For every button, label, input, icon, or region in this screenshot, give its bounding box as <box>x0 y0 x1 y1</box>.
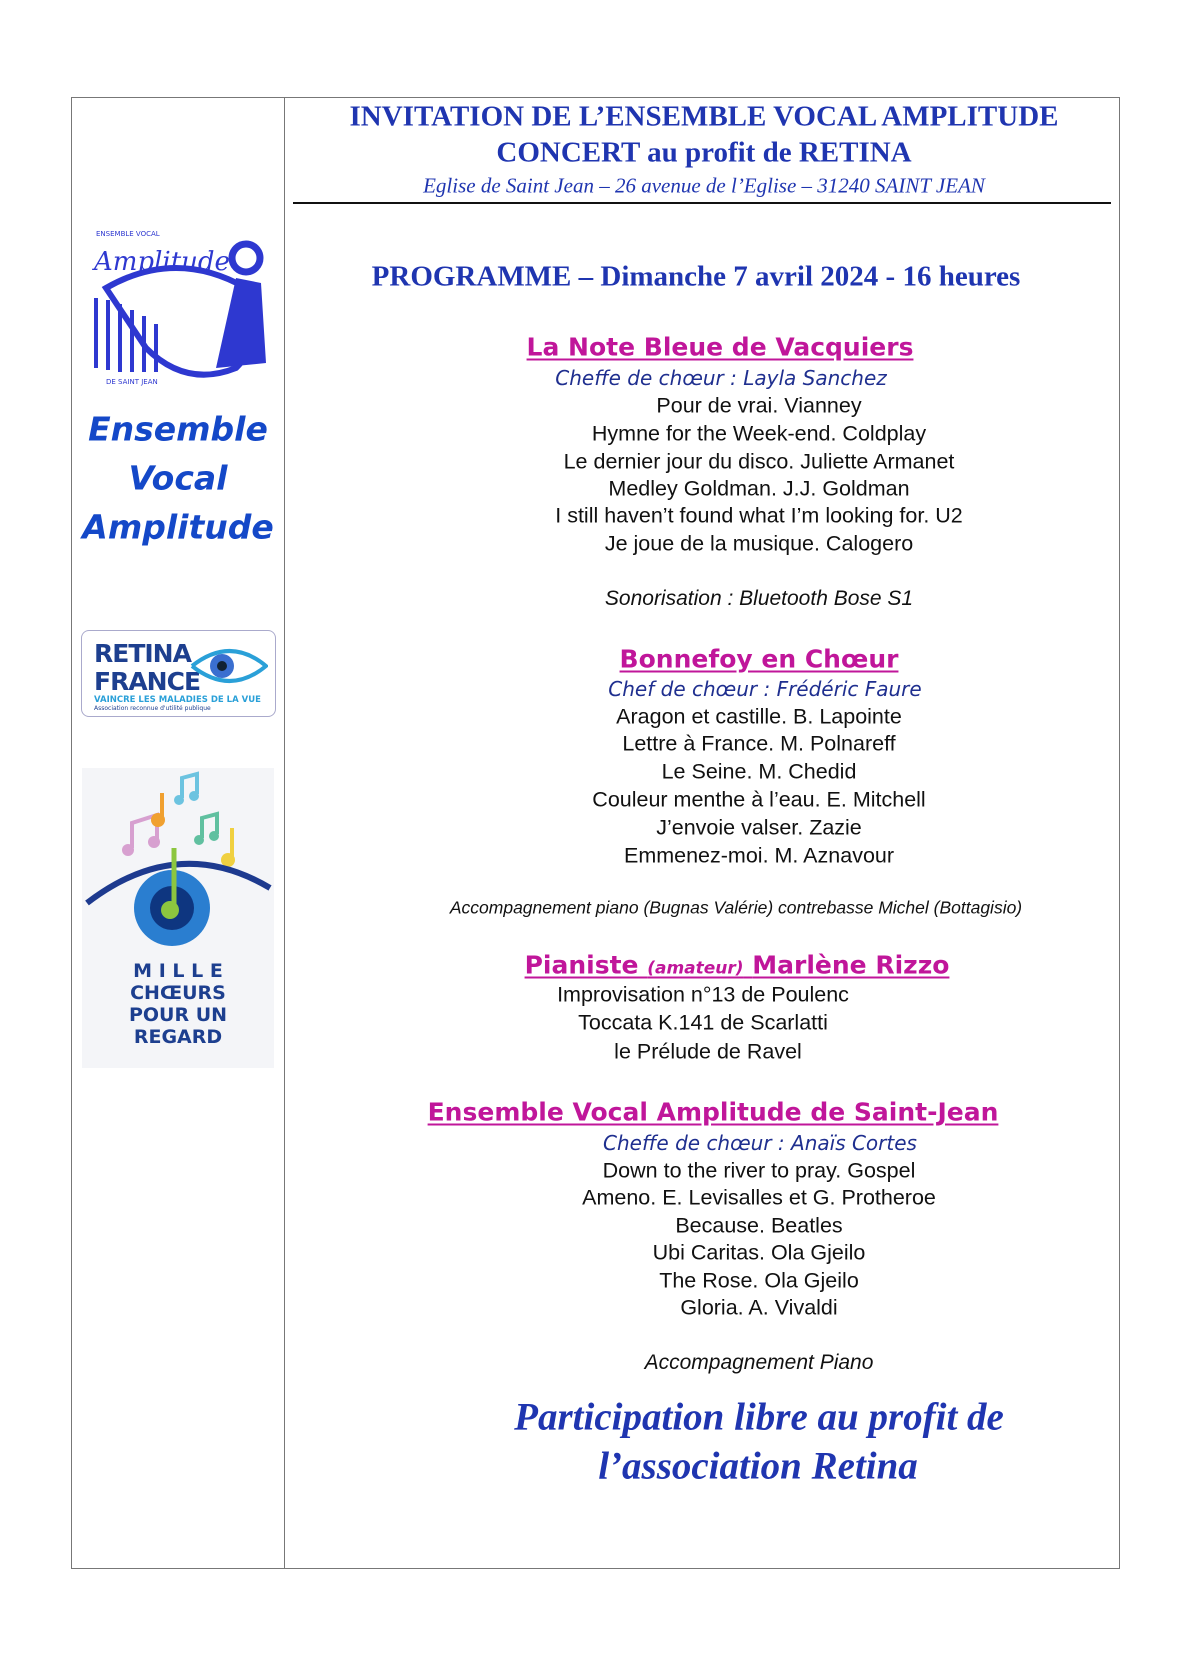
group-director: Cheffe de chœur : Anaïs Cortes <box>603 1131 917 1155</box>
group-heading-qualifier: (amateur) <box>647 958 744 979</box>
svg-text:Amplitude: Amplitude <box>94 247 230 277</box>
retina-logo-line1: RETINA <box>94 639 191 668</box>
song-item: Down to the river to pray. Gospel <box>602 1158 916 1183</box>
song-item: Lettre à France. M. Polnareff <box>622 731 896 756</box>
song-item: Medley Goldman. J.J. Goldman <box>608 476 910 501</box>
group-heading-name: Marlène Rizzo <box>752 950 950 980</box>
participation-line-1: Participation libre au profit de <box>514 1395 1004 1439</box>
song-item: Aragon et castille. B. Lapointe <box>616 704 902 729</box>
amplitude-logo <box>86 228 271 388</box>
song-item: Because. Beatles <box>675 1213 843 1238</box>
header-rule <box>293 202 1111 204</box>
svg-text:ENSEMBLE VOCAL: ENSEMBLE VOCAL <box>96 230 160 238</box>
retina-logo-sub: Association reconnue d'utilité publique <box>94 705 211 712</box>
retina-logo-line2: FRANCE <box>94 667 201 696</box>
sidebar-name-line: Ensemble <box>88 409 268 449</box>
song-item: Je joue de la musique. Calogero <box>604 531 914 556</box>
song-item: The Rose. Ola Gjeilo <box>659 1268 859 1293</box>
song-item: le Prélude de Ravel <box>614 1039 802 1064</box>
eye-icon <box>190 641 268 691</box>
title-line-2: CONCERT au profit de RETINA <box>496 136 912 169</box>
song-item: J’envoie valser. Zazie <box>656 815 862 840</box>
sidebar-name-line: Amplitude <box>82 507 274 547</box>
group-heading: Bonnefoy en Chœur <box>619 644 899 674</box>
song-item: Emmenez-moi. M. Aznavour <box>623 843 895 868</box>
song-item: Le dernier jour du disco. Juliette Armanet <box>563 449 955 474</box>
song-item: Ameno. E. Levisalles et G. Protheroe <box>582 1185 936 1210</box>
group-heading <box>525 951 950 980</box>
song-item: Pour de vrai. Vianney <box>656 393 862 418</box>
song-item: Gloria. A. Vivaldi <box>680 1295 838 1320</box>
group-note: Accompagnement Piano <box>644 1351 874 1374</box>
title-line-1: INVITATION DE L’ENSEMBLE VOCAL AMPLITUDE <box>349 100 1059 133</box>
group-heading-name: Pianiste <box>524 950 639 980</box>
mille-logo-line: REGARD <box>133 1026 223 1048</box>
svg-text:DE SAINT JEAN: DE SAINT JEAN <box>106 378 158 386</box>
song-item: Couleur menthe à l’eau. E. Mitchell <box>592 787 926 812</box>
song-item: Le Seine. M. Chedid <box>661 759 857 784</box>
mille-choeurs-logo <box>82 768 274 1068</box>
group-heading: Ensemble Vocal Amplitude de Saint-Jean <box>427 1097 999 1127</box>
mille-logo-line: M I L L E <box>133 960 223 982</box>
column-divider <box>284 97 285 1569</box>
retina-france-logo <box>81 630 276 717</box>
music-eye-icon <box>82 768 274 958</box>
song-item: Hymne for the Week-end. Coldplay <box>591 421 927 446</box>
group-director: Chef de chœur : Frédéric Faure <box>608 677 922 701</box>
sidebar-name-line: Vocal <box>128 458 228 498</box>
group-note: Sonorisation : Bluetooth Bose S1 <box>604 587 914 610</box>
programme-heading: PROGRAMME – Dimanche 7 avril 2024 - 16 heures <box>371 260 1021 293</box>
group-director: Cheffe de chœur : Layla Sanchez <box>555 366 887 390</box>
song-item: Toccata K.141 de Scarlatti <box>578 1010 828 1035</box>
group-note: Accompagnement piano (Bugnas Valérie) contrebasse Michel (Bottagisio) <box>449 897 1023 918</box>
song-item: Improvisation n°13 de Poulenc <box>557 982 849 1007</box>
participation-line-2: l’association Retina <box>598 1444 918 1488</box>
mille-logo-line: POUR UN <box>128 1004 228 1026</box>
mille-logo-line: CHŒURS <box>130 982 226 1004</box>
group-heading: La Note Bleue de Vacquiers <box>526 332 914 362</box>
song-item: I still haven’t found what I’m looking for. U2 <box>555 503 963 528</box>
song-item: Ubi Caritas. Ola Gjeilo <box>652 1240 866 1265</box>
venue-address: Eglise de Saint Jean – 26 avenue de l’Eglise – 31240 SAINT JEAN <box>423 173 985 198</box>
retina-logo-tagline: VAINCRE LES MALADIES DE LA VUE <box>94 695 261 705</box>
